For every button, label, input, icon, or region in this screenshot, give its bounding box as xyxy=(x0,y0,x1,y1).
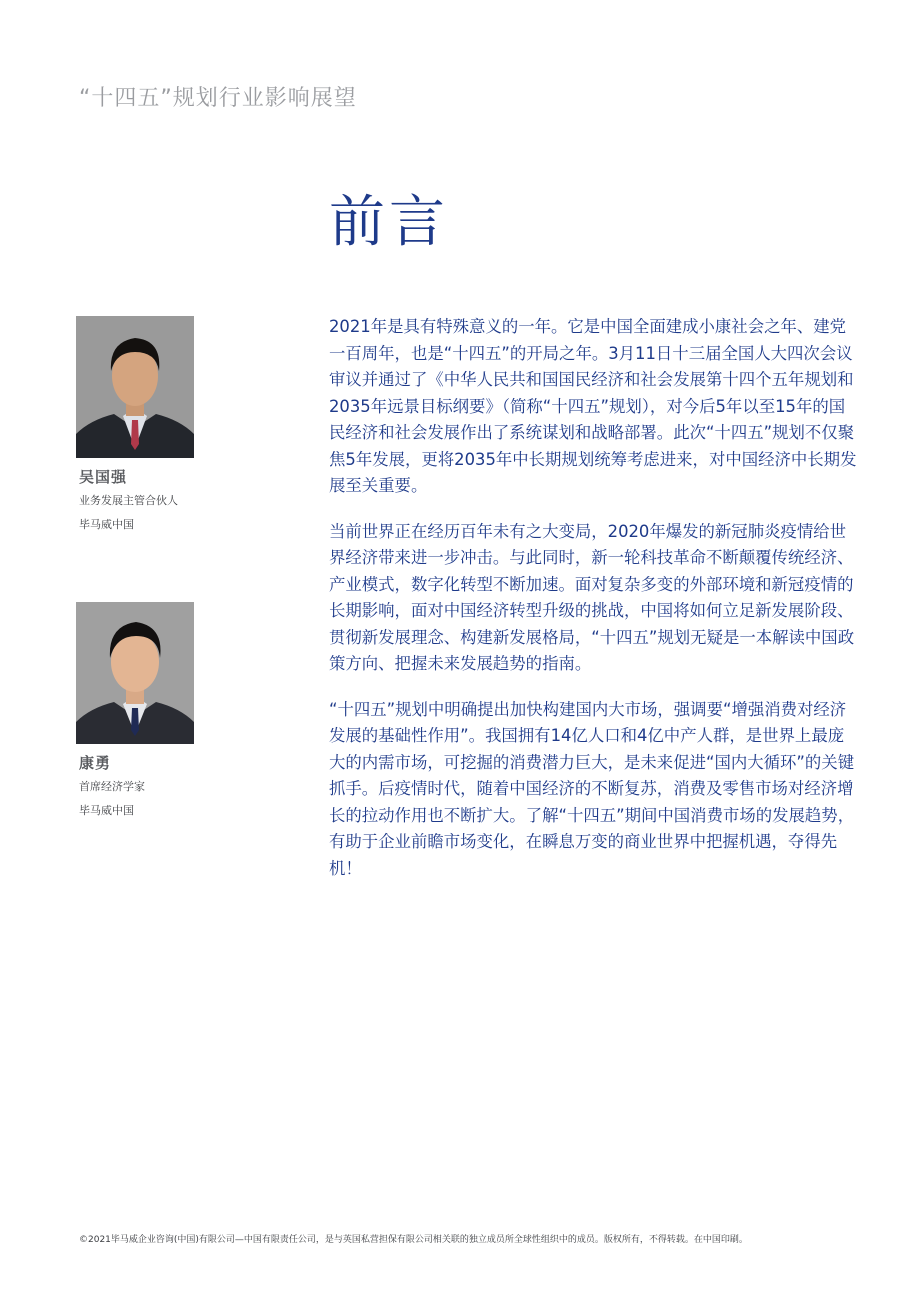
paragraph: “十四五”规划中明确提出加快构建国内大市场，强调要“增强消费对经济发展的基础性作用”。我国拥有14亿人口和4亿中产人群，是世界上最庞大的内需市场，可挖掘的消费潜力巨大，是未来促进“国内大循环”的关键抓手。后疫情时代，随着中国经济的不断复苏，消费及零售市场对经济增长的拉动作用也不断扩大。了解“十四五”期间中国消费市场的发展趋势，有助于企业前瞻市场变化，在瞬息万变的商业世界中把握机遇，夺得先机！ xyxy=(329,699,855,878)
author-org: 毕马威中国 xyxy=(79,518,134,531)
author-photo-1 xyxy=(76,316,194,458)
author-name: 康勇 xyxy=(79,754,112,772)
author-photo-2 xyxy=(76,602,194,744)
author-org: 毕马威中国 xyxy=(79,804,134,817)
author-role: 首席经济学家 xyxy=(79,780,145,793)
author-card-2 xyxy=(76,602,194,823)
running-header: “十四五”规划行业影响展望 xyxy=(79,86,357,111)
preface-body xyxy=(329,314,859,901)
author-role: 业务发展主管合伙人 xyxy=(79,494,178,507)
author-name: 吴国强 xyxy=(79,468,128,486)
paragraph: 当前世界正在经历百年未有之大变局，2020年爆发的新冠肺炎疫情给世界经济带来进一步冲击。与此同时，新一轮科技革命不断颠覆传统经济、产业模式，数字化转型不断加速。面对复杂多变的外部环境和新冠疫情的长期影响，面对中国经济转型升级的挑战，中国将如何立足新发展阶段、贯彻新发展理念、构建新发展格局，“十四五”规划无疑是一本解读中国政策方向、把握未来发展趋势的指南。 xyxy=(329,521,855,673)
page-title: 前言 xyxy=(329,189,449,255)
author-card-1 xyxy=(76,316,194,537)
copyright-footer: ©2021毕马威企业咨询(中国)有限公司—中国有限责任公司，是与英国私营担保有限公司相关联的独立成员所全球性组织中的成员。版权所有，不得转载。在中国印刷。 xyxy=(79,1235,748,1245)
paragraph: 2021年是具有特殊意义的一年。它是中国全面建成小康社会之年、建党一百周年，也是“十四五”的开局之年。3月11日十三届全国人大四次会议审议并通过了《中华人民共和国国民经济和社会发展第十四个五年规划和2035年远景目标纲要》（简称“十四五”规划），对今后5年以至15年的国民经济和社会发展作出了系统谋划和战略部署。此次“十四五”规划不仅聚焦5年发展，更将2035年中长期规划统筹考虑进来，对中国经济中长期发展至关重要。 xyxy=(329,317,857,495)
